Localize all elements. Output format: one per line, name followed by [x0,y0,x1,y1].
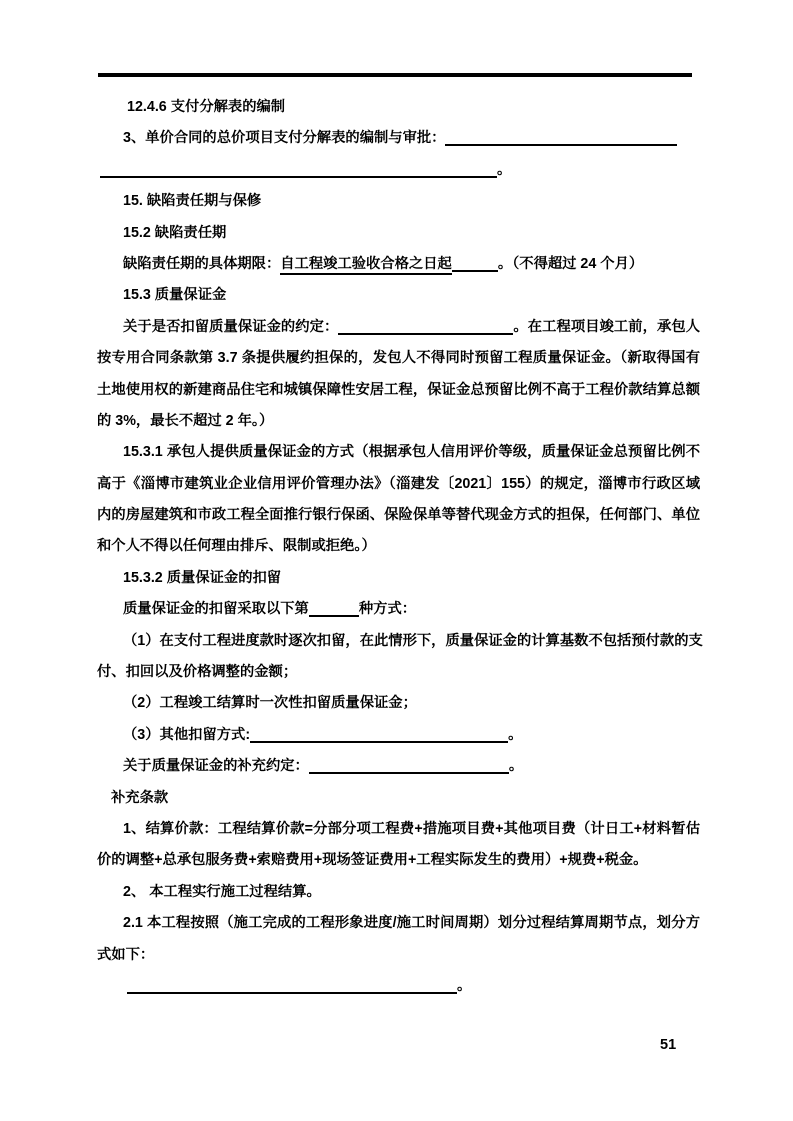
blank-field [250,725,508,743]
line-text: 高于《淄博市建筑业企业信用评价管理办法》（淄建发〔2021〕155）的规定，淄博市行政区域 [97,475,700,492]
line-text: 1、结算价款：工程结算价款=分部分项工程费+措施项目费+其他项目费（计日工+材料暂估 [123,820,700,837]
line-text: 付、扣回以及价格调整的金额； [97,664,298,681]
retention-option-3-line [97,720,700,751]
blank-field [309,756,509,774]
line-label: 关于是否扣留质量保证金的约定： [123,318,339,335]
blank-field [445,128,677,146]
period-text: 。 [508,726,523,743]
blank-field [100,160,497,178]
settlement-cycle-line-1 [97,908,700,939]
clause-15-3-1-paragraph-line-3 [97,500,700,531]
clause-15-3-1-paragraph-line-2 [97,469,700,500]
settlement-price-line-1 [97,814,700,845]
line-text: 2.1 本工程按照（施工完成的工程形象进度/施工时间周期）划分过程结算周期节点，划分方 [123,915,700,932]
line-text: 式如下： [97,946,155,963]
heading-text: 补充条款 [111,789,169,806]
heading-text: 12.4.6 支付分解表的编制 [127,99,286,115]
heading-text: 15.2 缺陷责任期 [123,224,227,241]
quality-retention-paragraph-line-2 [97,343,700,374]
quality-retention-paragraph-line-1 [97,312,700,343]
line-label: 3、单价合同的总价项目支付分解表的编制与审批： [123,130,446,147]
period-text: 。 [508,758,524,775]
line-text: （1）在支付工程进度款时逐次扣留，在此情形下，质量保证金的计算基数不包括预付款的支 [123,632,703,649]
heading-text: 15. 缺陷责任期与保修 [123,193,262,210]
line-label: （3）其他扣留方式: [123,726,251,743]
heading-text: 15.3 质量保证金 [123,287,227,304]
line-text: 价的调整+总承包服务费+索赔费用+现场签证费用+工程实际发生的费用）+规费+税金。 [97,852,648,869]
supplementary-terms-heading [97,783,700,814]
payment-breakdown-approval-line [97,123,700,154]
retention-option-1-line-1 [97,626,703,657]
quality-retention-paragraph-line-4 [97,406,700,437]
line-text: 的 3%，最长不超过 2 年。） [97,412,274,429]
line-prefix: 质量保证金的扣留采取以下第 [123,601,309,618]
continuation-blank-line [97,155,700,186]
line-text: 和个人不得以任何理由排斥、限制或拒绝。） [97,538,376,555]
line-text: （2）工程竣工结算时一次性扣留质量保证金； [123,695,417,712]
supplementary-agreement-line [97,751,700,782]
blank-field [127,976,457,994]
underlined-value: 自工程竣工验收合格之日起 [280,256,452,275]
line-text: 按专用合同条款第 3.7 条提供履约担保的，发包人不得同时预留工程质量保证金。（新取得国有 [97,350,700,367]
retention-option-1-line-2 [97,657,700,688]
clause-15-3-1-paragraph-line-4 [97,531,700,562]
period-text: 。 [497,161,512,178]
settlement-cycle-line-2 [97,940,700,971]
line-label: 缺陷责任期的具体期限： [123,255,281,272]
line-label: 关于质量保证金的补充约定： [123,758,309,775]
line-suffix: 。在工程项目竣工前，承包人 [513,318,701,335]
period-text: 。 [457,977,472,994]
final-blank-line [97,971,700,1002]
clause-15-heading [97,186,700,217]
contract-body [97,92,703,1002]
settlement-price-line-2 [97,845,700,876]
clause-12-4-6-heading [97,92,700,123]
line-suffix: 种方式： [358,601,417,618]
line-text: 2、 本工程实行施工过程结算。 [123,883,321,900]
quality-retention-paragraph-line-3 [97,375,700,406]
clause-15-3-1-paragraph-line-1 [97,437,700,468]
heading-text: 15.3.2 质量保证金的扣留 [123,569,282,586]
retention-method-selector-line [97,594,700,625]
header-rule [98,73,692,77]
clause-15-2-heading [97,218,700,249]
line-suffix: 。（不得超过 24 个月） [497,255,644,272]
line-text: 内的房屋建筑和市政工程全面推行银行保函、保险保单等替代现金方式的担保，任何部门、单位 [97,507,700,524]
line-text: 15.3.1 承包人提供质量保证金的方式（根据承包人信用评价等级，质量保证金总预留比例不 [123,444,700,461]
blank-field [452,254,498,272]
blank-field [309,599,359,617]
defect-liability-period-line [97,249,700,280]
clause-15-3-2-heading [97,563,700,594]
page-number: 51 [660,1037,677,1053]
blank-field [338,317,513,335]
clause-15-3-heading [97,280,700,311]
retention-option-2-line [97,688,700,719]
process-settlement-line [97,877,700,908]
line-text: 土地使用权的新建商品住宅和城镇保障性安居工程，保证金总预留比例不高于工程价款结算总额 [97,381,700,398]
